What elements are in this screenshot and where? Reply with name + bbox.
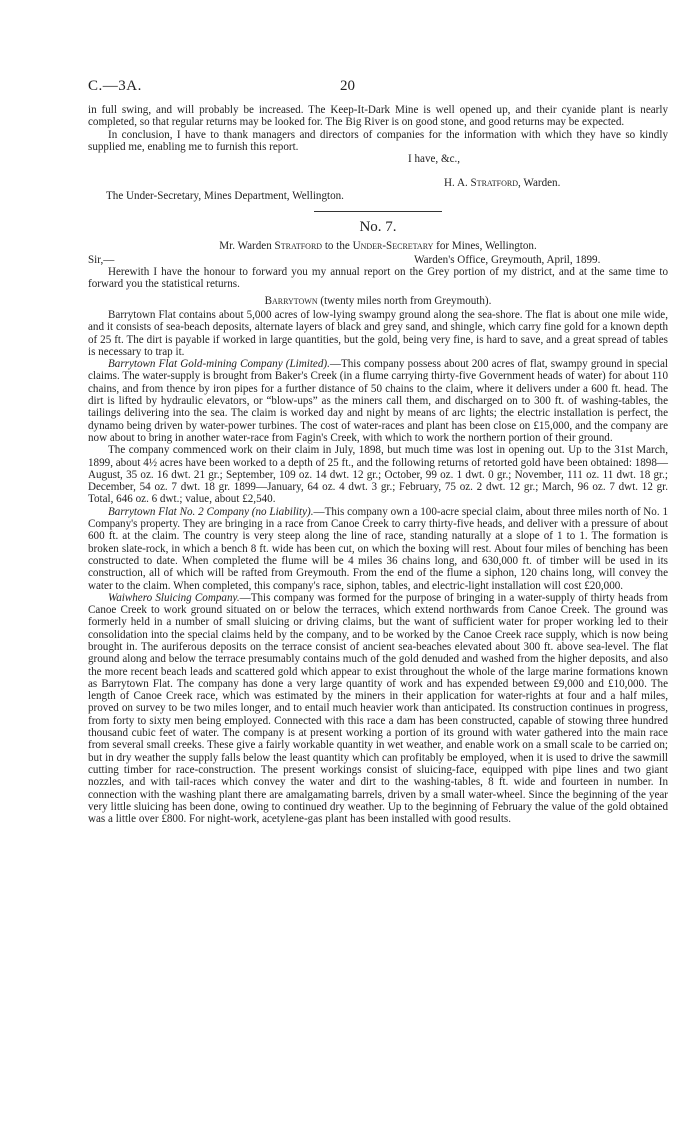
report-routing-line: Mr. Warden Stratford to the Under-Secretary for Mines, Wellington. bbox=[219, 240, 537, 253]
paragraph-company-1: Barrytown Flat Gold-mining Company (Limited).—This company possess about 200 acres of flat, swampy ground in special claims. The water-supply is brought from Baker's Creek (in a flume carrying thirty-five Government heads of water) for about 110 chains, and from thence by iron pipes for a further distance of 50 chains to the claim, where it delivers under a 600 ft. head. The dirt is lifted by hydraulic elevators, or “blow-ups” as the miners call them, and discharged on to 300 ft. of washing-tables, the tailings delivering into the sea. The claim is worked day and night by means of arc lights; the electric installation is perfect, the dynamo being driven by water-power turbines. The cost of water-races and plant has been close on £15,000, and the company are now about to bring in another water-race from Fagin's Creek, with which to work the northern portion of their ground. bbox=[88, 358, 668, 444]
paragraph-company-2: Barrytown Flat No. 2 Company (no Liability).—This company own a 100-acre special claim, about three miles north of No. 1 Company's property. They are bringing in a race from Canoe Creek to carry thirty-five heads, and deliver with a pressure of about 600 ft. at the claim. The country is very steep along the line of race, standing naturally at a slope of 1 to 1. The formation is broken slate-rock, in which a bench 8 ft. wide has been cut, on which the boxing will rest. About four miles of benching has been constructed to date. When completed the flume will be 4 miles 36 chains long, and 630,000 ft. of timber will be used in its construction, all of which will be rafted from Greymouth. From the end of the flume a siphon, 120 chains long, will convey the water to the claim. When completed, this company's race, siphon, tables, and electric-light installation will cost £20,000. bbox=[88, 505, 668, 592]
company-2-name: Barrytown Flat No. 2 Company (no Liability). bbox=[108, 505, 314, 518]
paragraph-barrytown-flat: Barrytown Flat contains about 5,000 acres of low-lying swampy ground along the sea-shore. The flat is about one mile wide, and it consists of sea-beach deposits, alternate layers of black and grey sand, and shingle, which carry fine gold for a known depth of 25 ft. The dirt is payable if worked in large quantities, but the gold, being very fine, is hard to save, and a great spread of tables is necessary to trap it. bbox=[88, 308, 668, 358]
intro-paragraph-continued: in full swing, and will probably be increased. The Keep-It-Dark Mine is well opened up, and their cyanide plant is nearly completed, so that regular returns may be looked for. The Big River is on good stone, and good returns may be expected. bbox=[88, 104, 668, 129]
document-code: C.—3A. bbox=[88, 78, 142, 94]
office-dateline: Warden's Office, Greymouth, April, 1899. bbox=[414, 253, 601, 266]
paragraph-company-3: Waiwhero Sluicing Company.—This company was formed for the purpose of bringing in a water-supply of thirty heads from Canoe Creek to work ground situated on or below the terraces, which extend northwards from Canoe Creek. The ground was formerly held in a number of small sluicing or driving claims, but the want of sufficient water for proper working led to their consolidation into the special claims held by the company, and to be worked by the Canoe Creek race supply, which is now being brought in. The auriferous deposits on the terrace consist of ancient sea-beaches elevated about 300 ft. above sea-level. The flat ground along and below the terrace presumably contains much of the gold denuded and washed from the higher deposits, and also the more recent beach leads and scattered gold which appear to exist throughout the whole of the large marine formations known as Barrytown Flat. The company has done a very large quantity of work and has expended between £9,000 and £10,000. The length of Canoe Creek race, which was estimated by the miners in their application for water-rights at four and a half miles, proved on survey to be two miles longer, and to entail much heavier work than anticipated. Its construction continues in progress, from forty to sixty men being employed. Connected with this race a dam has been constructed, capable of stowing three hundred thousand cubic feet of water. The company is at present working a portion of its ground with water gathered into the main race from several small creeks. These give a fairly workable quantity in wet weather, and enable work on a small scale to be carried on; but in dry weather the supply falls below the least quantity which can profitably be employed, when it is used to drive the sawmill cutting timber for race-construction. The present workings consist of sluicing-face, equipped with pipe lines and two giant nozzles, and with tail-races which convey the water and dirt to the washing-tables, 8 ft. wide and fourteen in number. In connection with the washing plant there are amalgamating barrels, driven by a small water-wheel. Since the beginning of the year very little sluicing has been done, owing to continued dry weather. Up to the beginning of February the value of the gold obtained was a little over £800. For night-work, acetylene-gas plant has been installed with good results. bbox=[88, 591, 669, 826]
salutation: Sir,— bbox=[88, 253, 115, 266]
intro-paragraph-conclusion: In conclusion, I have to thank managers and directors of companies for the information with which they have so kindly supplied me, enabling me to furnish this report. bbox=[88, 128, 668, 153]
salutation-row bbox=[88, 254, 668, 266]
company-1-name: Barrytown Flat Gold-mining Company (Limited). bbox=[108, 358, 330, 371]
addressee-line: The Under-Secretary, Mines Department, Wellington. bbox=[106, 190, 344, 203]
company-3-name: Waiwhero Sluicing Company. bbox=[108, 591, 240, 604]
paragraph-company-1-returns: The company commenced work on their claim in July, 1898, but much time was lost in opening out. Up to the 31st March, 1899, about 4½ acres have been worked to a depth of 25 ft., and the following returns of retorted gold have been obtained: 1898—August, 35 oz. 16 dwt. 21 gr.; September, 109 oz. 14 dwt. 12 gr.; October, 99 oz. 1 dwt. 0 gr.; November, 111 oz. 11 dwt. 18 gr.; December, 54 oz. 7 dwt. 18 gr. 1899—January, 64 oz. 4 dwt. 3 gr.; February, 75 oz. 2 dwt. 12 gr.; March, 96 oz. 7 dwt. 12 gr. Total, 646 oz. 6 dwt.; value, about £2,540. bbox=[88, 444, 668, 506]
signature-name: H. A. Stratford, Warden. bbox=[444, 177, 561, 190]
section-divider bbox=[314, 211, 442, 212]
page-number: 20 bbox=[340, 78, 355, 94]
signature-closing: I have, &c., bbox=[408, 153, 461, 166]
report-number: No. 7. bbox=[359, 219, 397, 236]
section-heading: Barrytown (twenty miles north from Greymouth). bbox=[264, 294, 492, 307]
page-body bbox=[88, 104, 668, 825]
page-header bbox=[88, 78, 640, 98]
opening-paragraph: Herewith I have the honour to forward you my annual report on the Grey portion of my district, and at the same time to forward you the statistical returns. bbox=[88, 266, 668, 291]
signature-block bbox=[88, 153, 668, 190]
